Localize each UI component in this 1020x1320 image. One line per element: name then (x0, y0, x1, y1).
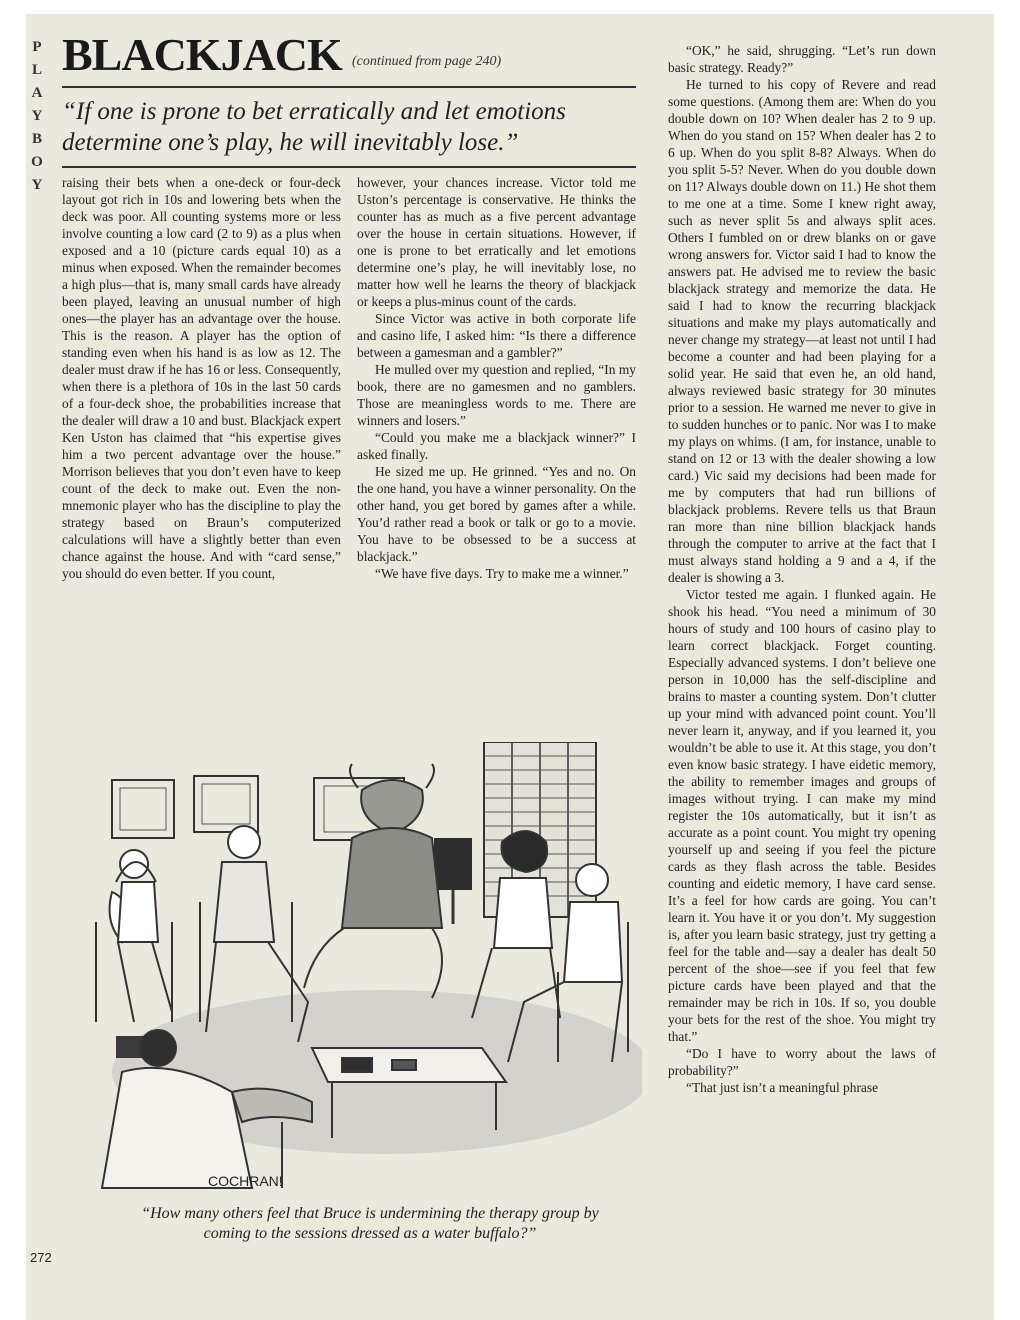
cartoonist-signature: COCHRAN! (208, 1173, 283, 1189)
paragraph: however, your chances increase. Victor told me Uston’s percentage is conservative. He thinks the counter has as much as a five percent advantage over the house in certain situations. However, if one is prone to bet erratically and let emotions determine one’s play, he will inevitably lose, no matter how well he learns the theory of blackjack or keeps a plus-minus count of the cards. (357, 175, 636, 309)
text-column-3 (668, 42, 936, 1096)
magazine-sidebar-label (26, 36, 48, 197)
sidebar-letter: P (32, 39, 42, 55)
sidebar-letter: A (31, 85, 43, 101)
sidebar-letter: O (31, 154, 43, 170)
paragraph: “Do I have to worry about the laws of probability?” (668, 1046, 936, 1078)
paragraph: Victor tested me again. I flunked again. He shook his head. “You need a minimum of 30 hours of study and 100 hours of casino play to learn correct blackjack. Forget counting. Especially advanced systems. I don’t believe one person in 10,000 has the self-discipline and brains to master a counting system. Don’t clutter up your mind with advanced point count. You’ll never learn it, anyway, and if you learned it, you wouldn’t be able to use it. At this stage, you don’t even know basic strategy. I have eidetic memory, the ability to remember images and groups of images without trying. I can make my mind register the 10s automatically, but it isn’t as accurate as a point count. You might try opening yourself up and seeing if you feel the picture cards as they flash across the table. Besides counting and eidetic memory, I have card sense. It’s a feel for how cards are going. You can’t learn it. You have it or you don’t. My suggestion is, after you learn basic strategy, just try getting a feel for the table and—say a dealer has dealt 50 percent of the shoe—see if you feel that few picture cards have been played and that the remainder may be rich in 10s. If so, you double your bets for the rest of the shoe. You might try that.” (668, 587, 936, 1044)
divider-rule (62, 86, 636, 88)
sidebar-letter: Y (31, 177, 43, 193)
page-number: 272 (30, 1250, 52, 1265)
paragraph: He turned to his copy of Revere and read some questions. (Among them are: When do you double down on 10? When dealer has 2 to 9 up. When do you stand on 15? When dealer has 2 to 6 up. When do you split 8-8? Always. When do you split 5-5? Never. When do you double down on 11? Always double down on 11.) He shot them to me one at a time. Some I knew right away, such as never split 5s and always split aces. Others I fumbled on or drew blanks on or gave wrong answers for. Victor said I had to know the answers pat. He advised me to review the basic blackjack strategy and memorize the data. He said I had to know the recurring blackjack situations and make my plays automatically and never change my strategy—at least not until I had become a counter and had been playing for a solid year. He said that even he, an old hand, always reviewed basic strategy for 30 minutes prior to a session. He warned me never to give in to sudden hunches or to panic. Nor was I to make my plays on whims. (I am, for instance, unable to stand on 12 or 13 with the dealer showing a low card.) Vic said my decisions had been made for me by computers that had run billions of blackjack problems. Revere tells us that Braun ran more than nine billion blackjack hands through the computer to arrive at the fact that I must always stand holding a 9 and a 4, if the dealer is showing a 3. (668, 77, 936, 585)
sidebar-letter: B (31, 131, 42, 147)
continued-note: (continued from page 240) (352, 54, 502, 69)
sidebar-letter: L (31, 62, 42, 78)
paragraph: He mulled over my question and replied, “In my book, there are no gamesmen and no gamblers. Those are meaningless words to me. There are winners and losers.” (357, 362, 636, 428)
paragraph: raising their bets when a one-deck or four-deck layout got rich in 10s and lowering bets when the deck was poor. All counting systems more or less involve counting a low card (2 to 9) as a plus when exposed and a 10 (picture cards equal 10) as a minus when exposed. When the remainder becomes a high plus—that is, many small cards have already been played, leaving an unusual number of high ones—the player has an advantage over the house. This is the reason. A player has the option of standing even when his hand is as low as 12. The dealer must draw if he has 16 or less. Consequently, when there is a plethora of 10s in the last 50 cards of a four-deck shoe, the probabilities increase that the dealer will draw a 10 and bust. Blackjack expert Ken Uston has claimed that “his expertise gives him a two percent advantage over the house.” Morrison believes that you don’t even have to keep count of the deck to make out. Even the non-mnemonic player who has the discipline to play the strategy based on Braun’s computerized calculations will have a slightly better than even chance against the house. And with “card sense,” you should do even better. If you count, (62, 175, 341, 581)
paragraph: “Could you make me a blackjack winner?” I asked finally. (357, 430, 636, 462)
wall-picture (112, 780, 174, 838)
paragraph: He sized me up. He grinned. “Yes and no. On the one hand, you have a winner personality. On the other hand, you get bored by games after a while. You’d rather read a book or talk or go to a movie. You have to be obsessed to be a success at blackjack.” (357, 464, 636, 564)
text-column-2 (357, 174, 636, 582)
paragraph: “We have five days. Try to make me a winner.” (375, 566, 629, 581)
paragraph: Since Victor was active in both corporate life and casino life, I asked him: “Is there a difference between a gamesman and a gambler?” (357, 311, 636, 360)
pull-quote: “If one is prone to bet erratically and let emotions determine one’s play, he will inevitably lose.” (62, 98, 566, 156)
seated-woman-left (96, 850, 172, 1022)
article-title: BLACKJACK (62, 29, 342, 80)
cartoon-illustration (82, 742, 642, 1194)
paragraph: “That just isn’t a meaningful phrase (686, 1080, 879, 1095)
paragraph: “OK,” he said, shrugging. “Let’s run down basic strategy. Ready?” (668, 43, 936, 75)
sidebar-letter: Y (31, 108, 43, 124)
buffalo-costume-figure (304, 764, 442, 998)
divider-rule (62, 166, 636, 168)
text-column-1 (62, 174, 341, 582)
cartoon-caption: “How many others feel that Bruce is undermining the therapy group by coming to the sessions dressed as a water buffalo?” (141, 1205, 599, 1242)
